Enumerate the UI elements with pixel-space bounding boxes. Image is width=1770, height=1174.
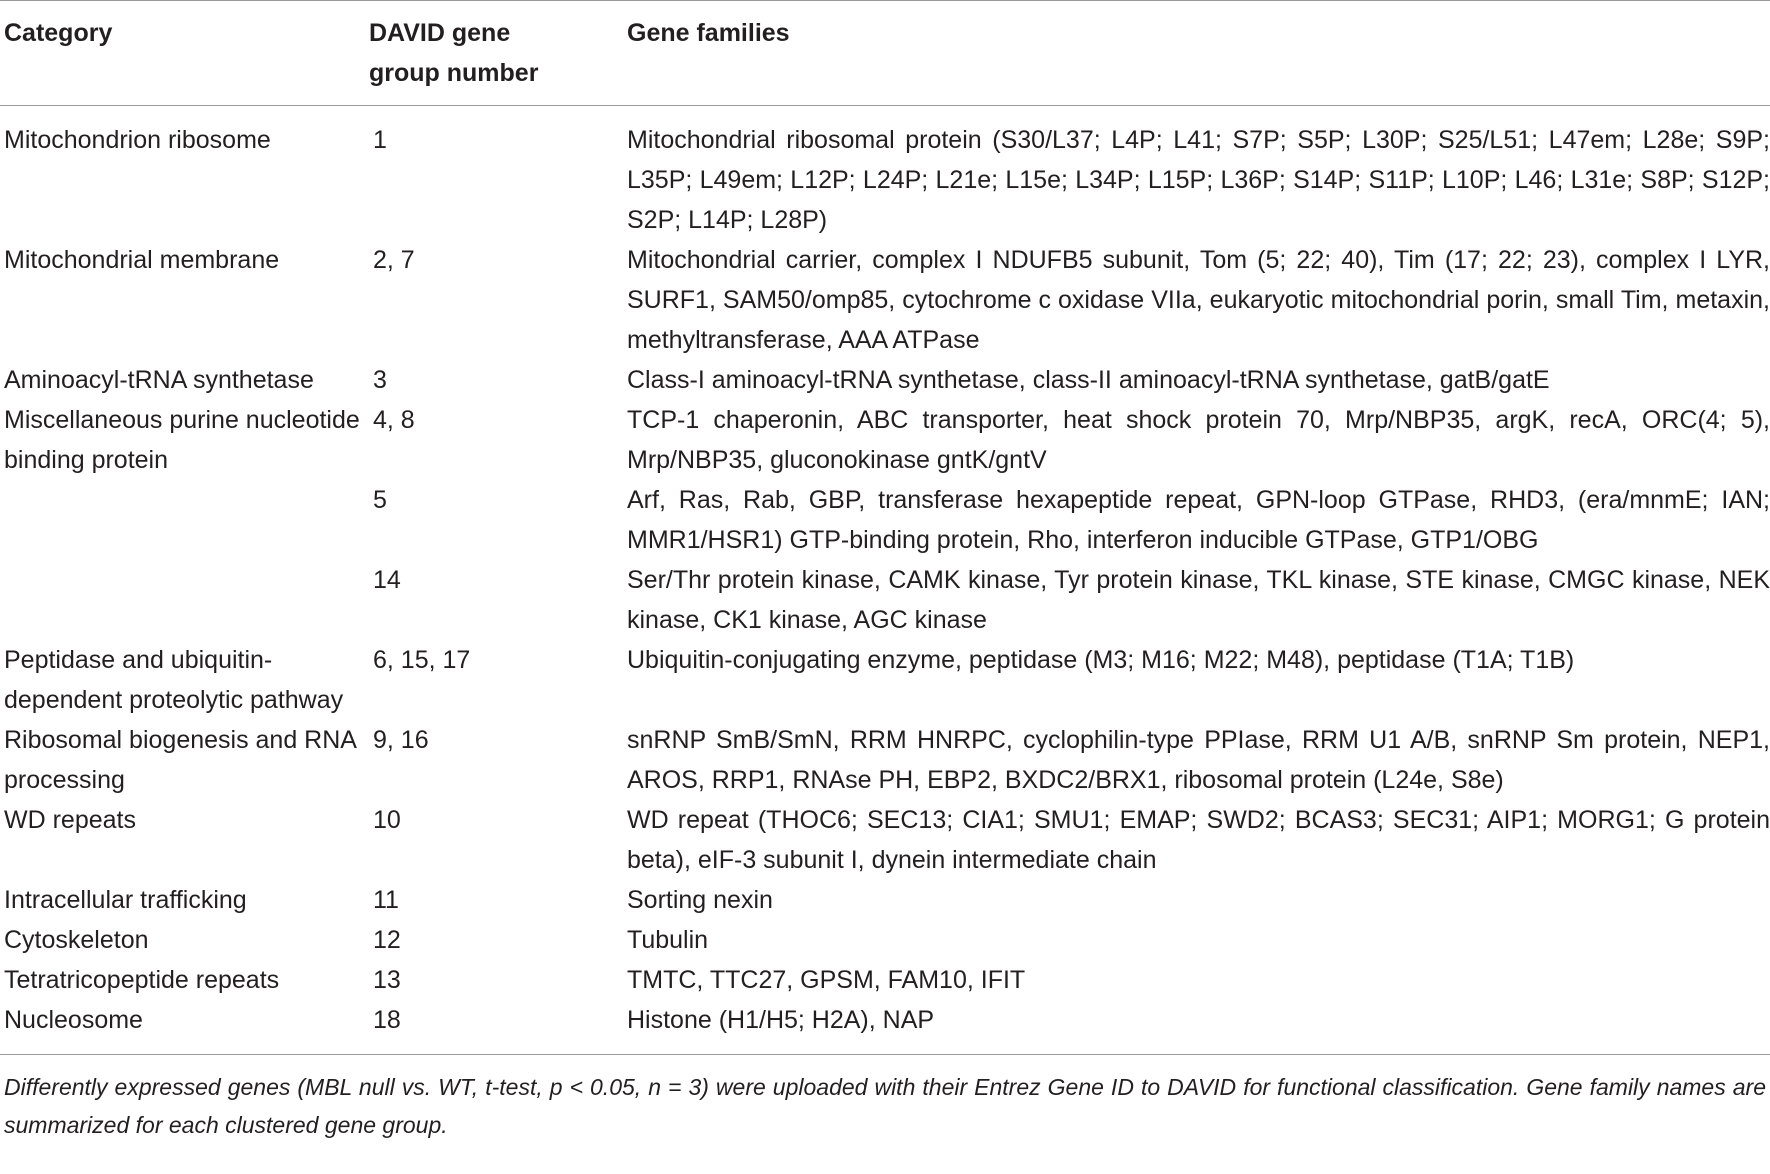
group-number-cell: 9, 16	[373, 726, 429, 754]
category-cell: Tetratricopeptide repeats	[4, 966, 280, 994]
category-cell: Cytoskeleton	[4, 926, 149, 954]
table-row	[0, 240, 1770, 360]
table-row	[0, 360, 1770, 400]
table-row	[0, 480, 1770, 560]
table-row	[0, 106, 1770, 241]
group-number-cell: 1	[373, 126, 387, 154]
group-number-cell: 6, 15, 17	[373, 646, 471, 674]
table-footnote: Differently expressed genes (MBL null vs. WT, t-test, p < 0.05, n = 3) were uploaded with their Entrez Gene ID to DAVID for functional classification. Gene family names are summarized for each clustered gene group.	[4, 1074, 1766, 1138]
table-row	[0, 720, 1770, 800]
gene-families-cell: Tubulin	[627, 926, 709, 954]
gene-families-cell: TCP-1 chaperonin, ABC transporter, heat shock protein 70, Mrp/NBP35, argK, recA, ORC(4; 5), Mrp/NBP35, gluconokinase gntK/gntV	[627, 406, 1770, 474]
table-header	[0, 1, 1770, 106]
table-row	[0, 880, 1770, 920]
gene-families-cell: Mitochondrial carrier, complex I NDUFB5 subunit, Tom (5; 22; 40), Tim (17; 22; 23), complex I LYR, SURF1, SAM50/omp85, cytochrome c oxidase VIIa, eukaryotic mitochondrial porin, small Tim, metaxin, methyltransferase, AAA ATPase	[627, 246, 1770, 354]
gene-families-cell: Histone (H1/H5; H2A), NAP	[627, 1006, 935, 1034]
table-row	[0, 560, 1770, 640]
table-row	[0, 400, 1770, 480]
category-cell: Mitochondrial membrane	[4, 246, 280, 274]
table-row	[0, 640, 1770, 720]
category-cell	[0, 560, 365, 640]
group-number-cell: 11	[373, 886, 399, 914]
table-body	[0, 106, 1770, 1041]
group-number-cell: 13	[373, 966, 401, 994]
category-cell: Miscellaneous purine nucleotide binding protein	[4, 406, 360, 474]
gene-families-cell: Mitochondrial ribosomal protein (S30/L37; L4P; L41; S7P; S5P; L30P; S25/L51; L47em; L28e; S9P; L35P; L49em; L12P; L24P; L21e; L15e; L34P; L15P; L36P; S14P; S11P; L10P; L46; L31e; S8P; S12P; S2P; L14P; L28P)	[627, 126, 1770, 234]
gene-families-cell: snRNP SmB/SmN, RRM HNRPC, cyclophilin-type PPIase, RRM U1 A/B, snRNP Sm protein, NEP1, AROS, RRP1, RNAse PH, EBP2, BXDC2/BRX1, ribosomal protein (L24e, S8e)	[627, 726, 1770, 794]
gene-families-cell: Arf, Ras, Rab, GBP, transferase hexapeptide repeat, GPN-loop GTPase, RHD3, (era/mnmE; IAN; MMR1/HSR1) GTP-binding protein, Rho, interferon inducible GTPase, GTP1/OBG	[627, 486, 1770, 554]
gene-families-cell: Class-I aminoacyl-tRNA synthetase, class-II aminoacyl-tRNA synthetase, gatB/gatE	[627, 366, 1550, 394]
header-group-number: DAVID gene group number	[369, 19, 539, 87]
group-number-cell: 4, 8	[373, 406, 415, 434]
category-cell	[0, 480, 365, 560]
category-cell: Nucleosome	[4, 1006, 143, 1034]
table-row	[0, 960, 1770, 1000]
gene-families-cell: Sorting nexin	[627, 886, 773, 914]
gene-families-cell: Ubiquitin-conjugating enzyme, peptidase (M3; M16; M22; M48), peptidase (T1A; T1B)	[627, 646, 1575, 674]
table-bottom-rule	[0, 1054, 1770, 1055]
table-row	[0, 1000, 1770, 1040]
category-cell: Intracellular trafficking	[4, 886, 247, 914]
group-number-cell: 14	[373, 566, 401, 594]
table-row	[0, 800, 1770, 880]
group-number-cell: 5	[373, 486, 387, 514]
gene-families-cell: Ser/Thr protein kinase, CAMK kinase, Tyr protein kinase, TKL kinase, STE kinase, CMGC kinase, NEK kinase, CK1 kinase, AGC kinase	[627, 566, 1770, 634]
category-cell: Aminoacyl-tRNA synthetase	[4, 366, 314, 394]
group-number-cell: 3	[373, 366, 387, 394]
category-cell: Mitochondrion ribosome	[4, 126, 271, 154]
category-cell: WD repeats	[4, 806, 136, 834]
group-number-cell: 18	[373, 1006, 401, 1034]
category-cell: Ribosomal biogenesis and RNA processing	[4, 726, 356, 794]
group-number-cell: 2, 7	[373, 246, 415, 274]
category-cell: Peptidase and ubiquitin-dependent proteolytic pathway	[4, 646, 344, 714]
gene-families-cell: WD repeat (THOC6; SEC13; CIA1; SMU1; EMAP; SWD2; BCAS3; SEC31; AIP1; MORG1; G protein beta), eIF-3 subunit I, dynein intermediate chain	[627, 806, 1770, 874]
header-gene-families: Gene families	[627, 19, 790, 47]
gene-families-cell: TMTC, TTC27, GPSM, FAM10, IFIT	[627, 966, 1026, 994]
table-row	[0, 920, 1770, 960]
group-number-cell: 12	[373, 926, 401, 954]
header-category: Category	[4, 19, 113, 47]
group-number-cell: 10	[373, 806, 401, 834]
